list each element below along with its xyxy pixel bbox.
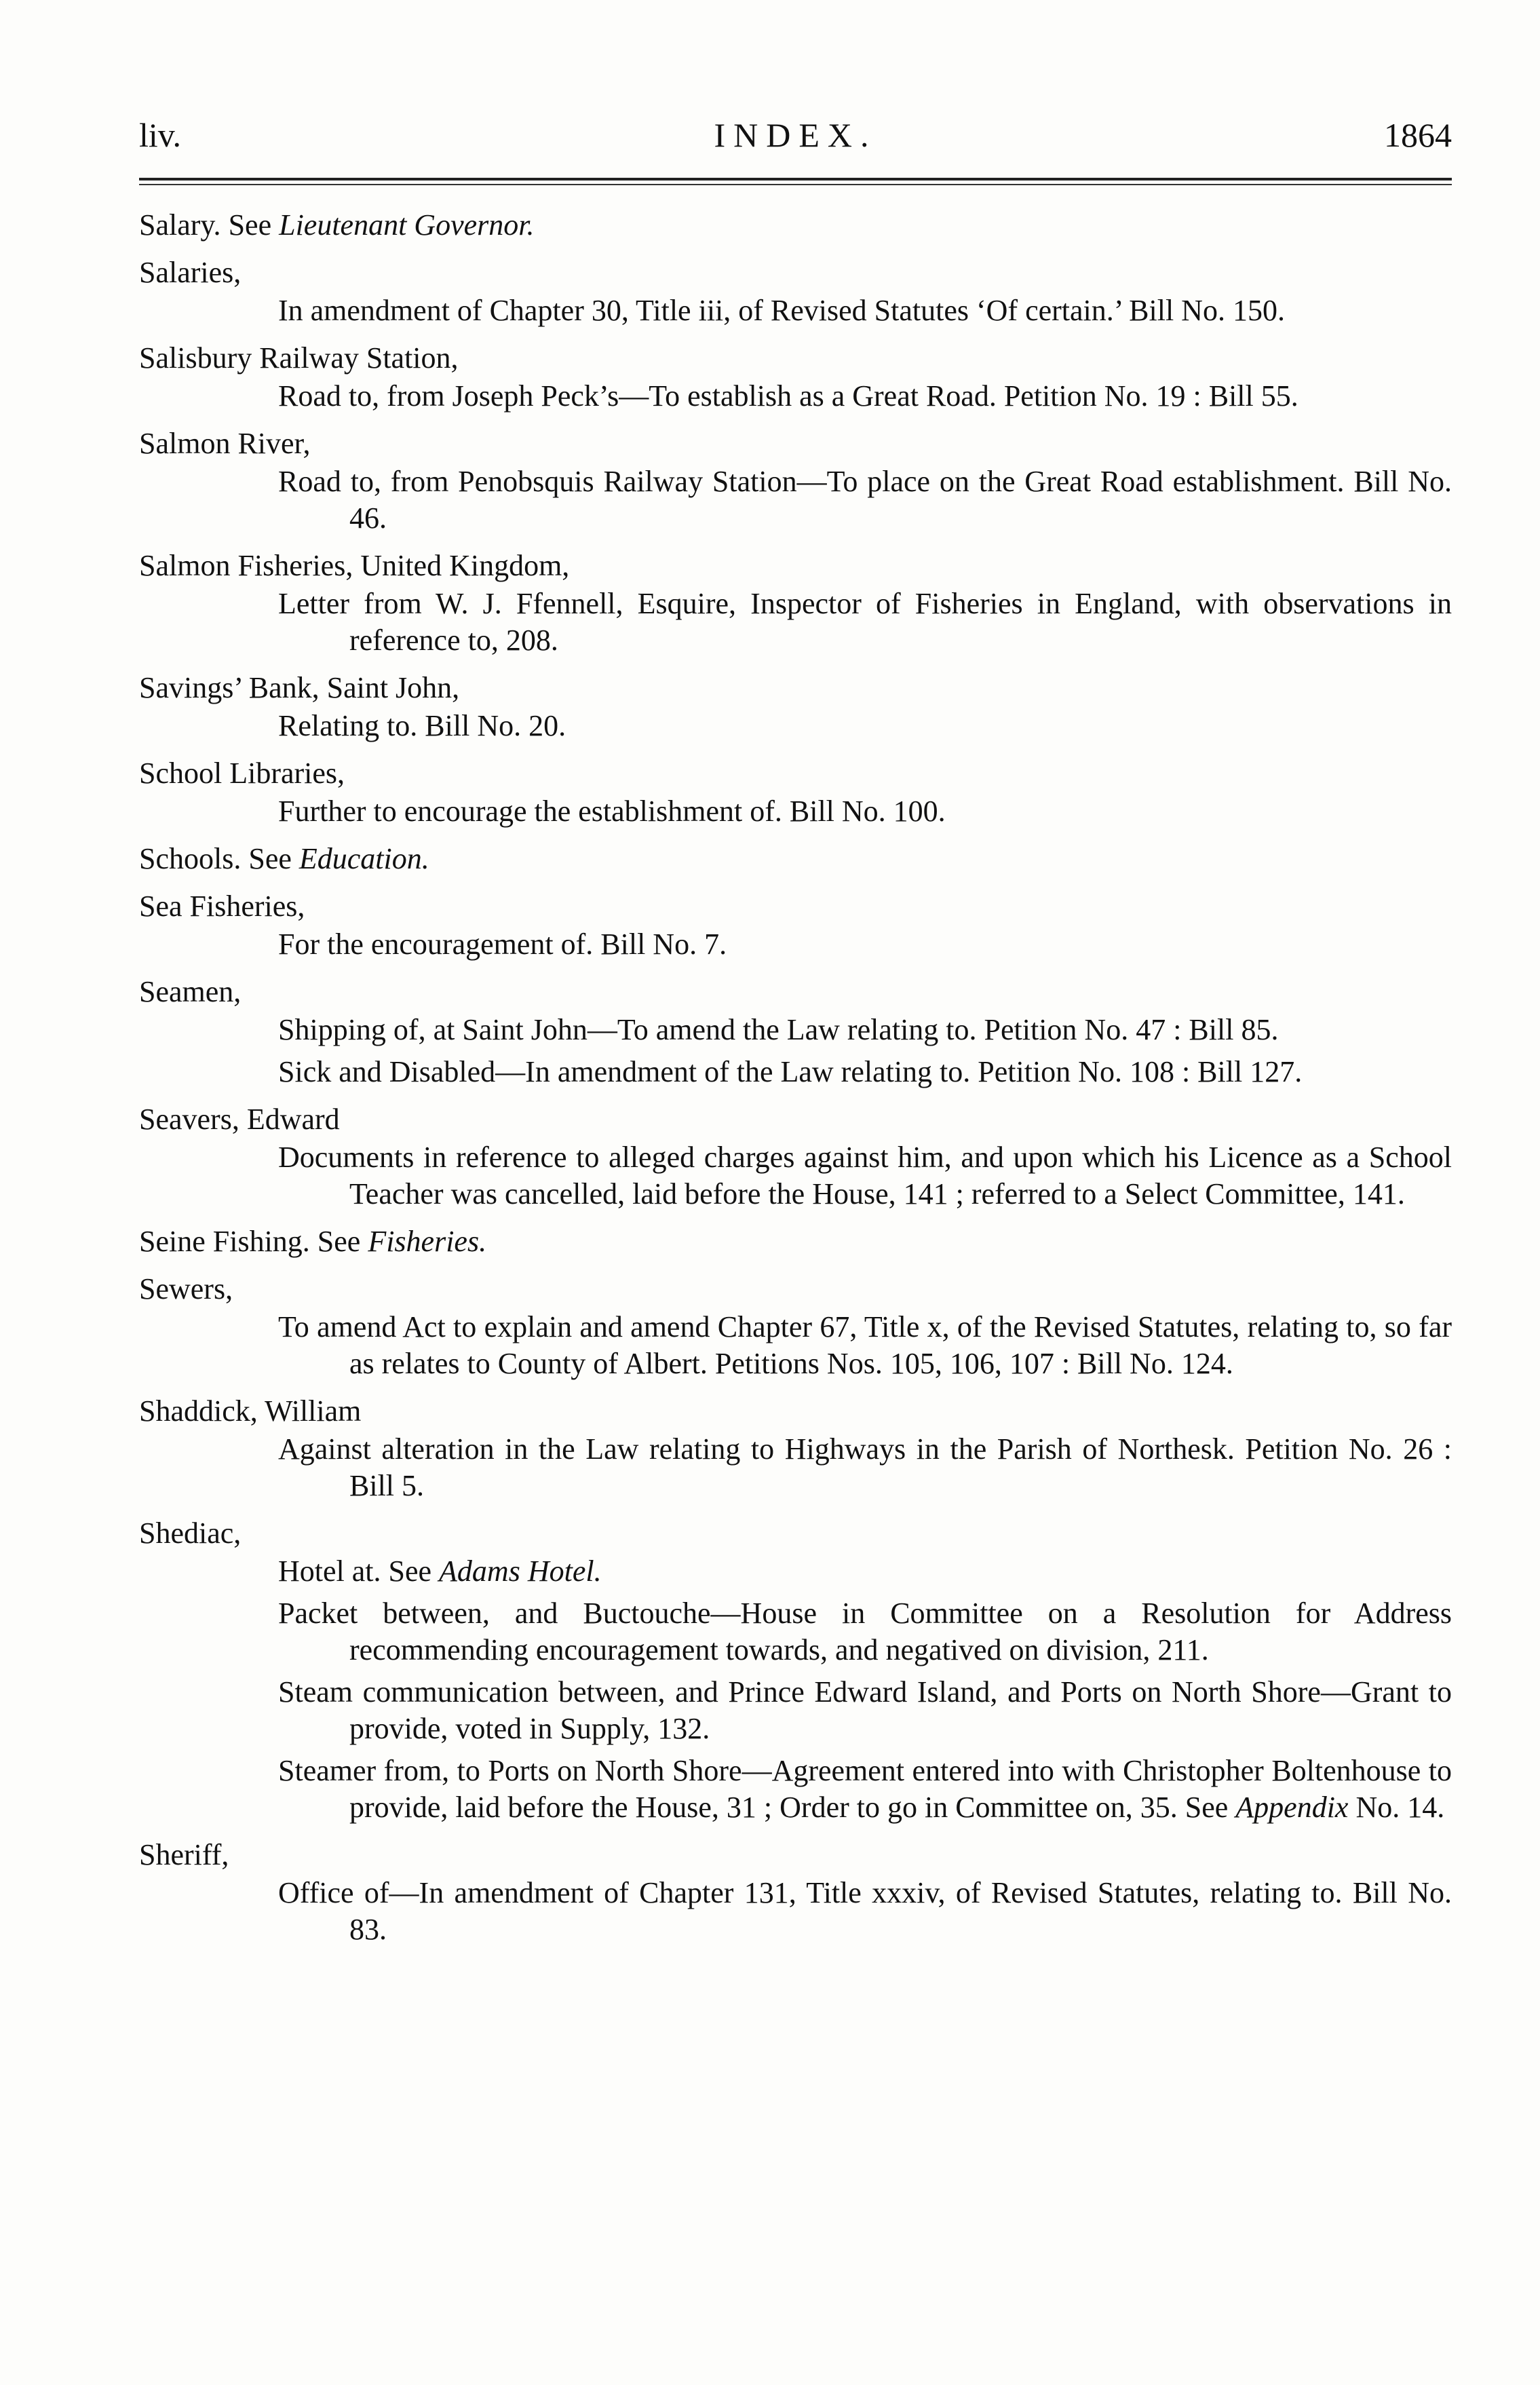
entry-heading-text: Salaries,	[139, 256, 242, 289]
entry-heading-text: Salary.	[139, 208, 221, 242]
entry-subheading: Steam communication between, and Prince Edward Island, and Ports on North Shore—Grant to provide, voted in Supply, 132.	[278, 1675, 1452, 1745]
entry-heading-text: Schools.	[139, 842, 242, 875]
entry-subheading: Road to, from Joseph Peck’s—To establish as a Great Road. Petition No. 19 : Bill 55.	[278, 379, 1298, 413]
entry-heading-text: Salmon Fisheries, United Kingdom,	[139, 549, 570, 582]
entry-subheading: Shipping of, at Saint John—To amend the Law relating to. Petition No. 47 : Bill 85.	[278, 1013, 1279, 1046]
entry-heading-text: Sewers,	[139, 1272, 233, 1305]
entry-subheading: Further to encourage the establishment of. Bill No. 100.	[278, 795, 946, 828]
entry-subheading: Sick and Disabled—In amendment of the Law relating to. Petition No. 108 : Bill 127.	[278, 1055, 1303, 1088]
entry-heading	[139, 888, 1452, 925]
see-reference: Fisheries.	[368, 1225, 487, 1258]
see-label: See	[248, 842, 299, 875]
header-rule-thick	[139, 178, 1452, 180]
index-entry	[139, 1223, 1452, 1260]
header-rule-thin	[139, 184, 1452, 185]
entry-heading	[139, 755, 1452, 792]
entry-heading	[139, 207, 1452, 244]
see-reference: Lieutenant Governor.	[279, 208, 535, 242]
entry-heading	[139, 1271, 1452, 1308]
index-entry	[139, 207, 1452, 244]
entry-heading-text: Seavers, Edward	[139, 1103, 340, 1136]
see-label: See	[317, 1225, 368, 1258]
index-entry	[139, 1393, 1452, 1504]
entry-heading-text: Salmon River,	[139, 427, 311, 460]
entry-heading-text: Salisbury Railway Station,	[139, 341, 459, 375]
index-entry	[139, 425, 1452, 537]
entry-heading	[139, 1837, 1452, 1873]
page-header	[139, 115, 1452, 163]
entry-subheading: Road to, from Penobsquis Railway Station—To place on the Great Road establishment. Bill No. 46.	[278, 465, 1452, 535]
entry-subheading: In amendment of Chapter 30, Title iii, of Revised Statutes ‘Of certain.’ Bill No. 150.	[278, 294, 1285, 327]
entry-heading	[139, 254, 1452, 291]
cross-reference: Appendix	[1235, 1791, 1349, 1824]
entry-heading-text: Shaddick, William	[139, 1394, 362, 1428]
index-entry	[139, 340, 1452, 415]
entry-subheading: Packet between, and Buctouche—House in Committee on a Resolution for Address recommending encouragement towards, and negatived on division, 211.	[278, 1597, 1452, 1666]
entry-heading	[139, 1515, 1452, 1552]
entry-heading-text: School Libraries,	[139, 757, 345, 790]
index-entry	[139, 254, 1452, 329]
entry-heading-text: Sea Fisheries,	[139, 890, 305, 923]
entry-heading-text: Seine Fishing.	[139, 1225, 310, 1258]
index-entry	[139, 670, 1452, 744]
entry-heading	[139, 1223, 1452, 1260]
index-entry	[139, 1515, 1452, 1826]
page-year: 1864	[1384, 116, 1452, 154]
entry-heading	[139, 425, 1452, 462]
entry-heading-text: Seamen,	[139, 975, 242, 1008]
page-title: INDEX.	[714, 116, 877, 154]
index-entry	[139, 548, 1452, 659]
entry-heading-text: Savings’ Bank, Saint John,	[139, 671, 460, 704]
index-entry	[139, 1101, 1452, 1213]
entry-heading	[139, 1101, 1452, 1138]
entry-heading	[139, 974, 1452, 1010]
see-reference: Education.	[299, 842, 429, 875]
entry-subheading: Relating to. Bill No. 20.	[278, 709, 566, 742]
index-entry	[139, 888, 1452, 963]
entry-subheading: Documents in reference to alleged charges against him, and upon which his Licence as a School Teacher was cancelled, laid before the House, 141 ; referred to a Select Committee, 141.	[278, 1141, 1452, 1210]
entry-heading-text: Shediac,	[139, 1516, 242, 1550]
entry-heading-text: Sheriff,	[139, 1838, 229, 1871]
entry-subheading: Office of—In amendment of Chapter 131, Title xxxiv, of Revised Statutes, relating to. Bill No. 83.	[278, 1876, 1452, 1946]
entry-heading	[139, 340, 1452, 377]
entry-heading	[139, 1393, 1452, 1430]
index-entry	[139, 1837, 1452, 1948]
entry-heading	[139, 670, 1452, 706]
index-entry	[139, 974, 1452, 1090]
entry-subheading: Against alteration in the Law relating to Highways in the Parish of Northesk. Petition No. 26 : Bill 5.	[278, 1432, 1452, 1502]
see-label: See	[228, 208, 280, 242]
entry-subheading: Hotel at. See Adams Hotel.	[278, 1554, 602, 1588]
page-number: liv.	[139, 116, 182, 154]
entry-heading	[139, 841, 1452, 877]
entry-subheading: To amend Act to explain and amend Chapter 67, Title x, of the Revised Statutes, relating to, so far as relates to County of Albert. Petitions Nos. 105, 106, 107 : Bill No. 124.	[278, 1310, 1452, 1380]
entry-heading	[139, 548, 1452, 584]
entry-subheading: Steamer from, to Ports on North Shore—Agreement entered into with Christopher Boltenhouse to provide, laid before the House, 31 ; Order to go in Committee on, 35. See Appendix No. 14.	[278, 1754, 1452, 1824]
cross-reference: Adams Hotel.	[439, 1554, 602, 1588]
index-entry	[139, 841, 1452, 877]
index-entries	[139, 207, 1452, 1948]
entry-subheading: Letter from W. J. Ffennell, Esquire, Inspector of Fisheries in England, with observations in reference to, 208.	[278, 587, 1452, 657]
index-entry	[139, 755, 1452, 830]
index-entry	[139, 1271, 1452, 1382]
entry-subheading: For the encouragement of. Bill No. 7.	[278, 928, 727, 961]
